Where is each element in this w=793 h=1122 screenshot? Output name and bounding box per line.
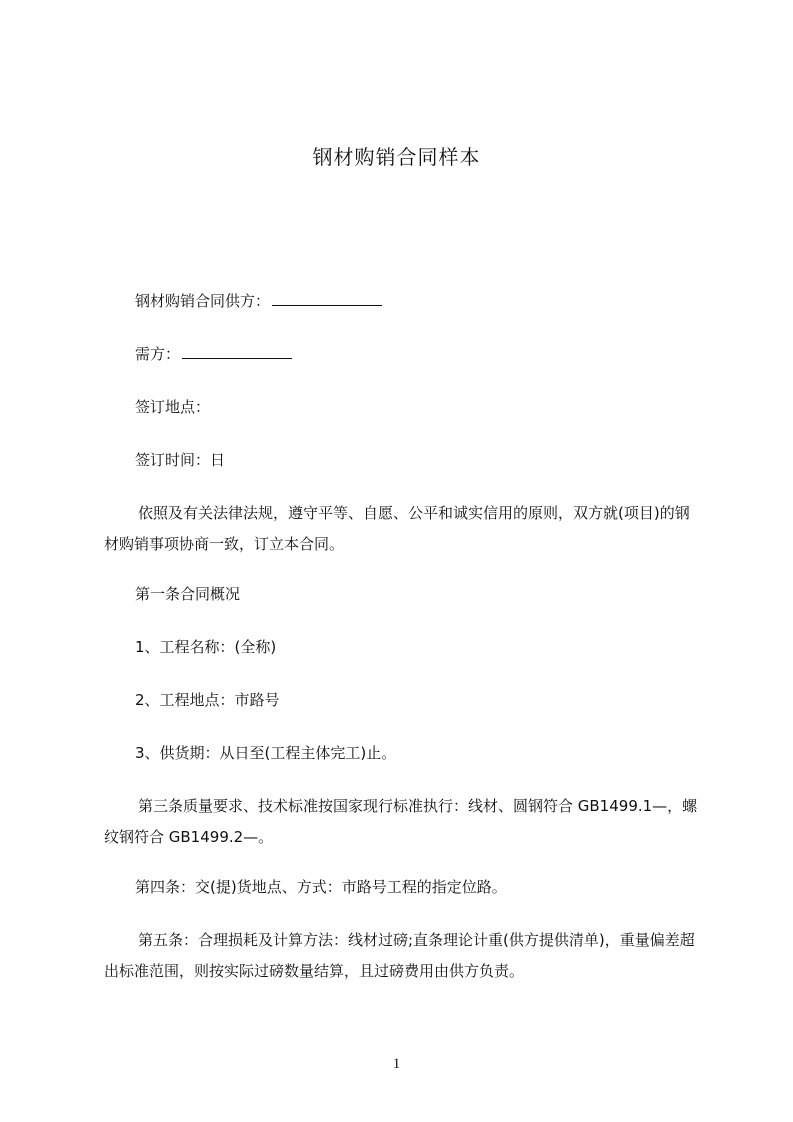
sign-time: 签订时间：日 <box>135 451 226 469</box>
buyer-label: 需方： <box>135 345 181 363</box>
intro-text: 依照及有关法律法规，遵守平等、自愿、公平和诚实信用的原则，双方就(项目)的钢材购销事项协商一致，订立本合同。 <box>104 504 690 553</box>
supplier-line <box>135 291 382 311</box>
sign-place: 签订地点： <box>135 398 211 416</box>
buyer-line <box>135 344 292 364</box>
intro-paragraph <box>104 498 700 560</box>
article5-text: 第五条：合理损耗及计算方法：线材过磅;直条理论计重(供方提供清单)，重量偏差超出标准范围，则按实际过磅数量结算，且过磅费用由供方负责。 <box>104 931 695 980</box>
item-project-name: 1、工程名称：(全称) <box>135 638 277 656</box>
page-number: 1 <box>392 1056 401 1072</box>
article3-paragraph <box>104 791 700 853</box>
article5-paragraph <box>104 925 700 987</box>
supplier-label: 钢材购销合同供方： <box>135 292 271 310</box>
document-title: 钢材购销合同样本 <box>312 145 481 169</box>
item-project-location: 2、工程地点：市路号 <box>135 691 280 709</box>
item-supply-period: 3、供货期：从日至(工程主体完工)止。 <box>135 744 397 762</box>
supplier-blank <box>272 291 382 306</box>
article4-text: 第四条：交(提)货地点、方式：市路号工程的指定位路。 <box>135 878 507 896</box>
article3-text: 第三条质量要求、技术标准按国家现行标准执行：线材、圆钢符合 GB1499.1—，螺纹钢符合 GB1499.2—。 <box>104 797 698 846</box>
buyer-blank <box>182 344 292 359</box>
article1-title: 第一条合同概况 <box>135 585 241 603</box>
